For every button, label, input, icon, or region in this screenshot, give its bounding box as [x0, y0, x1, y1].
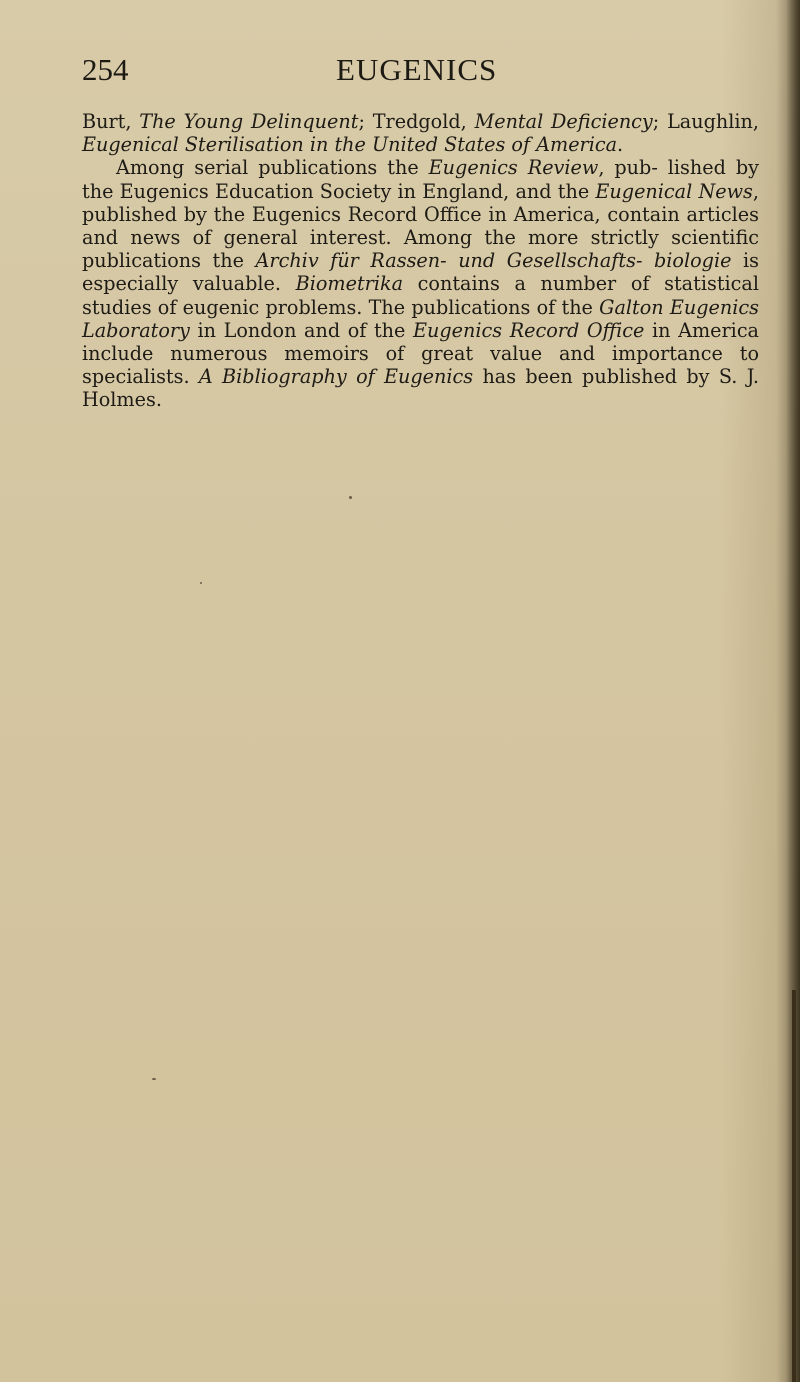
text-run: Among serial publications the: [116, 156, 429, 180]
paper-speck: [349, 496, 352, 499]
paper-speck: [152, 1078, 156, 1080]
running-title: EUGENICS: [336, 52, 498, 87]
text-run: in America include numerous memoirs of great value and importance to specialists.: [82, 318, 759, 389]
text-run: , published by the Eugenics Record Office in America, contain articles and news of general interest. Among the more strictly scientific publications the: [82, 179, 759, 273]
text-run: .: [617, 133, 624, 157]
book-title-bibliography-of-eugenics: A Bibliography of Eugenics: [198, 365, 474, 389]
text-run: has been published by S. J. Holmes.: [82, 365, 759, 412]
text-run: ; Tredgold,: [358, 110, 475, 133]
text-run: Burt,: [82, 110, 140, 133]
serial-publications-paragraph: [82, 156, 759, 411]
running-head: [82, 50, 762, 90]
bibliography-paragraph: [82, 110, 759, 156]
institution-galton-laboratory: Galton Eugenics Laboratory: [82, 295, 759, 342]
paper-speck: [200, 582, 202, 584]
text-run: ; Laughlin,: [652, 110, 759, 133]
body-text: [82, 110, 759, 412]
journal-title-eugenics-review: Eugenics Review: [428, 156, 599, 180]
spine-edge: [792, 990, 796, 1382]
book-title-eugenical-sterilisation: Eugenical Sterilisation in the United States of America: [82, 133, 618, 157]
text-run: contains a number of statistical studies of eugenic problems. The publications of the: [82, 272, 759, 319]
institution-record-office: Eugenics Record Office: [413, 318, 645, 342]
text-run: in London and of the: [189, 318, 413, 342]
page-number: 254: [82, 52, 129, 87]
journal-title-biometrika: Biometrika: [295, 272, 404, 296]
book-title-young-delinquent: The Young Delinquent: [139, 110, 359, 133]
text-run: , pub- lished by the Eugenics Education Society in England, and the: [82, 156, 760, 203]
journal-title-eugenical-news: Eugenical News: [595, 179, 753, 203]
text-run: is especially valuable.: [82, 249, 760, 296]
journal-title-archiv: Archiv für Rassen- und Gesellschafts- biologie: [255, 249, 732, 273]
book-title-mental-deficiency: Mental Deficiency: [474, 110, 653, 133]
